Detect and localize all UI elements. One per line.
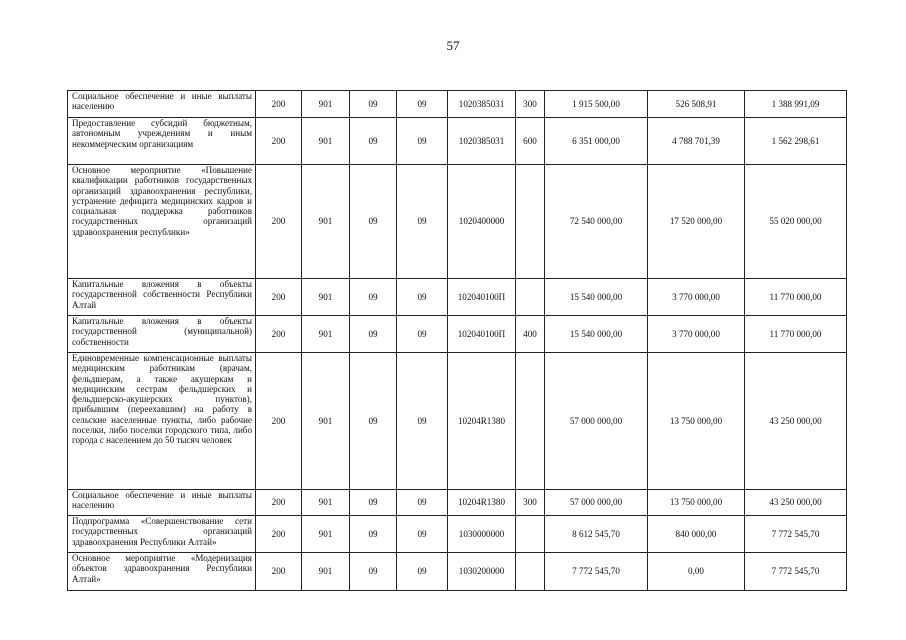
- row-name: Социальное обеспечение и иные выплаты населению: [68, 490, 256, 516]
- subsection-code: 09: [397, 118, 448, 165]
- expense-type-code: [516, 553, 545, 591]
- sum-year-2: 4 788 701,39: [648, 118, 745, 165]
- sum-year-1: 15 540 000,00: [545, 316, 648, 353]
- table-row: [68, 316, 847, 353]
- subsection-code: 09: [397, 353, 448, 490]
- table-row: [68, 490, 847, 516]
- sum-year-3: 43 250 000,00: [745, 353, 847, 490]
- admin-code: 200: [256, 490, 302, 516]
- subsection-code: 09: [397, 165, 448, 279]
- ministry-code: 901: [302, 516, 350, 553]
- ministry-code: 901: [302, 279, 350, 316]
- table-row: [68, 516, 847, 553]
- sum-year-3: 43 250 000,00: [745, 490, 847, 516]
- admin-code: 200: [256, 279, 302, 316]
- section-code: 09: [350, 553, 397, 591]
- table-row: [68, 279, 847, 316]
- admin-code: 200: [256, 165, 302, 279]
- target-code: 1020385031: [448, 91, 516, 118]
- expense-type-code: 300: [516, 91, 545, 118]
- row-name: Подпрограмма «Совершенствование сети государственных организаций здравоохранения Республики Алтай»: [68, 516, 256, 553]
- section-code: 09: [350, 490, 397, 516]
- subsection-code: 09: [397, 490, 448, 516]
- sum-year-2: 3 770 000,00: [648, 316, 745, 353]
- expense-type-code: [516, 516, 545, 553]
- ministry-code: 901: [302, 353, 350, 490]
- target-code: 10204R1380: [448, 353, 516, 490]
- section-code: 09: [350, 516, 397, 553]
- sum-year-3: 11 770 000,00: [745, 316, 847, 353]
- admin-code: 200: [256, 91, 302, 118]
- target-code: 1020400000: [448, 165, 516, 279]
- sum-year-2: 840 000,00: [648, 516, 745, 553]
- section-code: 09: [350, 279, 397, 316]
- subsection-code: 09: [397, 516, 448, 553]
- expense-type-code: [516, 353, 545, 490]
- target-code-text: 102040100П: [457, 329, 506, 339]
- target-code: [448, 316, 516, 353]
- sum-year-3: 1 388 991,09: [745, 91, 847, 118]
- row-name: Капитальные вложения в объекты государственной (муниципальной) собственности: [68, 316, 256, 353]
- section-code: 09: [350, 353, 397, 490]
- section-code: 09: [350, 316, 397, 353]
- page-number: 57: [446, 38, 460, 53]
- sum-year-3: 55 020 000,00: [745, 165, 847, 279]
- sum-year-1: 8 612 545,70: [545, 516, 648, 553]
- sum-year-2: 3 770 000,00: [648, 279, 745, 316]
- admin-code: 200: [256, 353, 302, 490]
- sum-year-3: 7 772 545,70: [745, 553, 847, 591]
- target-code: [448, 279, 516, 316]
- target-code: 10204R1380: [448, 490, 516, 516]
- subsection-code: 09: [397, 553, 448, 591]
- ministry-code: 901: [302, 165, 350, 279]
- table-row: [68, 165, 847, 279]
- row-name: Социальное обеспечение и иные выплаты населению: [68, 91, 256, 118]
- ministry-code: 901: [302, 490, 350, 516]
- row-name: Предоставление субсидий бюджетным, автономным учреждениям и иным некоммерческим организациям: [68, 118, 256, 165]
- target-code: 1030200000: [448, 553, 516, 591]
- row-name: Единовременные компенсационные выплаты медицинским работникам (врачам, фельдшерам, а также акушеркам и медицинским сестрам фельдшерских и фельдшерско-акушерских пунктов), прибывшим (переехавшим) на работу в сельские населенные пункты, либо рабочие поселки, либо поселки городского типа, либо города с населением до 50 тысяч человек: [68, 353, 256, 490]
- sum-year-3: 1 562 298,61: [745, 118, 847, 165]
- subsection-code: 09: [397, 279, 448, 316]
- admin-code: 200: [256, 516, 302, 553]
- target-code-text: 102040100П: [457, 292, 506, 302]
- expense-type-code: 600: [516, 118, 545, 165]
- ministry-code: 901: [302, 118, 350, 165]
- table-row: [68, 353, 847, 490]
- section-code: 09: [350, 165, 397, 279]
- row-name: Капитальные вложения в объекты государственной собственности Республики Алтай: [68, 279, 256, 316]
- section-code: 09: [350, 91, 397, 118]
- expense-type-code: [516, 279, 545, 316]
- sum-year-3: 7 772 545,70: [745, 516, 847, 553]
- sum-year-2: 13 750 000,00: [648, 353, 745, 490]
- sum-year-1: 7 772 545,70: [545, 553, 648, 591]
- sum-year-1: 72 540 000,00: [545, 165, 648, 279]
- row-name: Основное мероприятие «Повышение квалификации работников государственных организаций здравоохранения республики, устранение дефицита медицинских кадров и социальная поддержка работников государственных организаций здравоохранения республики»: [68, 165, 256, 279]
- row-name: Основное мероприятие «Модернизация объектов здравоохранения Республики Алтай»: [68, 553, 256, 591]
- subsection-code: 09: [397, 91, 448, 118]
- target-code: 1030000000: [448, 516, 516, 553]
- sum-year-1: 15 540 000,00: [545, 279, 648, 316]
- admin-code: 200: [256, 553, 302, 591]
- ministry-code: 901: [302, 91, 350, 118]
- table-row: [68, 553, 847, 591]
- expense-type-code: 400: [516, 316, 545, 353]
- section-code: 09: [350, 118, 397, 165]
- ministry-code: 901: [302, 553, 350, 591]
- sum-year-3: 11 770 000,00: [745, 279, 847, 316]
- sum-year-1: 1 915 500,00: [545, 91, 648, 118]
- sum-year-1: 6 351 000,00: [545, 118, 648, 165]
- budget-table: [67, 90, 847, 591]
- sum-year-2: 526 508,91: [648, 91, 745, 118]
- expense-type-code: [516, 165, 545, 279]
- sum-year-2: 13 750 000,00: [648, 490, 745, 516]
- ministry-code: 901: [302, 316, 350, 353]
- admin-code: 200: [256, 118, 302, 165]
- sum-year-2: 0,00: [648, 553, 745, 591]
- table-row: [68, 118, 847, 165]
- table-row: [68, 91, 847, 118]
- subsection-code: 09: [397, 316, 448, 353]
- target-code: 1020385031: [448, 118, 516, 165]
- sum-year-1: 57 000 000,00: [545, 353, 648, 490]
- sum-year-1: 57 000 000,00: [545, 490, 648, 516]
- expense-type-code: 300: [516, 490, 545, 516]
- admin-code: 200: [256, 316, 302, 353]
- sum-year-2: 17 520 000,00: [648, 165, 745, 279]
